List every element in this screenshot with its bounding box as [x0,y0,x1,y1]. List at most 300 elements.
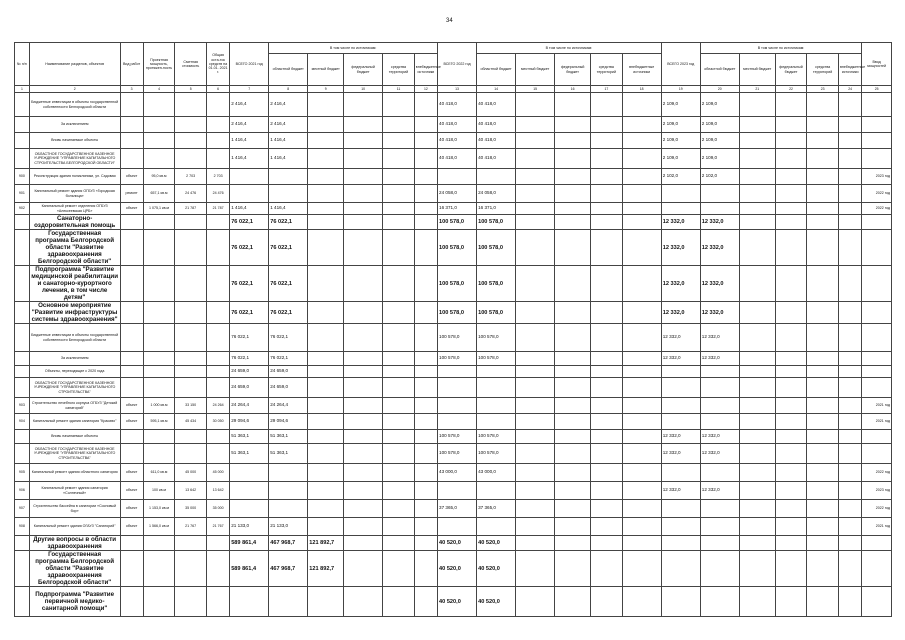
cell-empty [591,587,623,617]
column-number: 25 [862,86,892,93]
cell-empty [862,215,892,230]
cell-empty [143,117,175,133]
cell-cap: 1 566,0 кв.м [143,518,175,536]
cell-empty [739,444,775,464]
cell-empty [175,117,207,133]
cell-empty [622,536,661,551]
cell-empty [591,230,623,266]
cell-type: объект [120,203,143,215]
cell-empty [591,414,623,430]
cell-empty [739,230,775,266]
header-local: местный бюджет [308,54,344,86]
cell-cost: 21 787 [175,203,207,215]
cell-empty [383,464,415,482]
cell-empty [206,215,229,230]
cell-total21: 29 094,6 [230,414,269,430]
header-remaining: Общая оста-ток средств на 01.01. 2021 г. [206,43,229,86]
header-extra: внебюджетные источники [622,54,661,86]
cell-empty [516,302,555,324]
cell-reg21: 1 416,4 [269,149,308,169]
cell-total22: 100 578,0 [438,215,477,230]
cell-empty [477,398,516,414]
cell-empty [438,378,477,398]
cell-empty [555,93,591,117]
cell-empty [591,444,623,464]
cell-empty [775,444,807,464]
cell-empty [206,266,229,302]
cell-empty [516,430,555,444]
cell-reg22: 100 578,0 [477,266,516,302]
cell-empty [344,266,383,302]
cell-empty [206,551,229,587]
cell-empty [143,366,175,378]
cell-reg22: 100 578,0 [477,215,516,230]
cell-empty [775,203,807,215]
cell-empty [308,230,344,266]
table-row [15,414,892,430]
cell-empty [862,93,892,117]
cell-empty [555,398,591,414]
cell-total23: 12 332,0 [661,324,700,352]
cell-total23: 12 332,0 [661,302,700,324]
cell-total23: 2 109,0 [661,117,700,133]
cell-name: Бюджетные инвестиции в объекты государственной собственности Белгородской области [29,93,120,117]
cell-reg22: 43 000,0 [477,464,516,482]
cell-reg22: 40 520,0 [477,536,516,551]
cell-empty [206,378,229,398]
cell-empty [739,551,775,587]
cell-empty [622,324,661,352]
cell-empty [414,352,437,366]
cell-empty [775,93,807,117]
cell-total23: 12 332,0 [661,482,700,500]
cell-empty [591,398,623,414]
cell-empty [175,215,207,230]
table-row [15,352,892,366]
cell-name: Вновь начинаемые объекты [29,430,120,444]
cell-empty [622,215,661,230]
cell-total21: 589 861,4 [230,536,269,551]
cell-empty [807,398,839,414]
cell-empty [838,430,861,444]
cell-empty [838,149,861,169]
cell-empty [555,500,591,518]
cell-empty [175,302,207,324]
cell-empty [555,230,591,266]
column-number: 8 [269,86,308,93]
cell-empty [516,500,555,518]
cell-empty [739,133,775,149]
cell-empty [555,185,591,203]
cell-empty [661,398,700,414]
cell-empty [414,117,437,133]
cell-empty [120,378,143,398]
cell-empty [807,444,839,464]
cell-empty [206,444,229,464]
table-row [15,366,892,378]
cell-empty [862,324,892,352]
cell-empty [383,352,415,366]
table-row [15,203,892,215]
cell-type: ремонт [120,185,143,203]
cell-total22: 100 578,0 [438,230,477,266]
cell-empty [383,366,415,378]
cell-empty [269,482,308,500]
cell-empty [661,366,700,378]
cell-empty [516,215,555,230]
cell-total23: 2 109,0 [661,149,700,169]
section-row [15,215,892,230]
cell-name: Государственная программа Белгородской области "Развитие здравоохранения Белгородской области" [29,230,120,266]
cell-total21: 2 416,4 [230,117,269,133]
cell-total21: 1 416,4 [230,149,269,169]
cell-empty [700,536,739,551]
cell-reg22: 40 520,0 [477,587,516,617]
cell-reg23: 12 332,0 [700,324,739,352]
cell-total22: 40 520,0 [438,536,477,551]
cell-empty [661,203,700,215]
header-sources-2023: В том числе по источникам: [700,43,861,54]
cell-empty [206,324,229,352]
table-row [15,169,892,185]
cell-empty [862,444,892,464]
cell-empty [206,93,229,117]
cell-empty [807,366,839,378]
cell-empty [838,185,861,203]
cell-empty [591,266,623,302]
cell-empty [807,352,839,366]
cell-empty [555,444,591,464]
cell-empty [15,149,30,169]
cell-empty [775,133,807,149]
table-row [15,398,892,414]
cell-empty [308,444,344,464]
cell-total21: 589 861,4 [230,551,269,587]
cell-empty [414,133,437,149]
cell-total22: 40 418,0 [438,149,477,169]
cell-empty [383,230,415,266]
cell-total22: 24 058,0 [438,185,477,203]
cell-empty [383,414,415,430]
cell-empty [269,464,308,482]
cell-reg21: 2 416,4 [269,117,308,133]
cell-empty [344,464,383,482]
cell-empty [516,587,555,617]
cell-empty [143,536,175,551]
cell-name: Бюджетные инвестиции в объекты государственной собственности Белгородской области [29,324,120,352]
column-number: 15 [516,86,555,93]
cell-empty [230,169,269,185]
cell-empty [838,117,861,133]
cell-empty [516,133,555,149]
cell-total21: 76 022,1 [230,266,269,302]
cell-total23: 12 332,0 [661,430,700,444]
cell-total22: 16 371,0 [438,203,477,215]
cell-rem: 24 476 [206,185,229,203]
cell-empty [739,500,775,518]
cell-empty [414,518,437,536]
cell-empty [700,464,739,482]
column-number: 16 [555,86,591,93]
cell-empty [838,482,861,500]
cell-empty [700,398,739,414]
cell-empty [15,366,30,378]
cell-empty [591,93,623,117]
cell-reg22: 16 371,0 [477,203,516,215]
cell-empty [775,169,807,185]
cell-empty [555,149,591,169]
header-capacity: Проектная мощность, протяжен-ность [143,43,175,86]
cell-empty [555,133,591,149]
cell-reg22: 40 418,0 [477,133,516,149]
cell-empty [206,587,229,617]
cell-reg23: 12 332,0 [700,444,739,464]
cell-reg23: 12 332,0 [700,352,739,366]
cell-cm: 2021 год [862,398,892,414]
cell-empty [775,414,807,430]
cell-empty [807,500,839,518]
cell-name: Капитальный ремонт отделения ОГБУЗ «Алексеевская ЦРБ» [29,203,120,215]
cell-empty [739,518,775,536]
cell-empty [739,587,775,617]
cell-empty [308,133,344,149]
header-name: Наименование разделов, объектов [29,43,120,86]
cell-reg21: 76 022,1 [269,266,308,302]
cell-empty [700,366,739,378]
cell-empty [308,482,344,500]
cell-empty [739,324,775,352]
table-row [15,500,892,518]
cell-empty [308,518,344,536]
cell-cm: 2023 год [862,169,892,185]
cell-empty [775,551,807,587]
cell-empty [269,500,308,518]
cell-empty [622,414,661,430]
cell-empty [230,464,269,482]
cell-reg21: 51 363,1 [269,430,308,444]
cell-cost: 45 434 [175,414,207,430]
cell-empty [516,324,555,352]
cell-empty [555,518,591,536]
cell-empty [622,482,661,500]
cell-empty [739,302,775,324]
cell-empty [661,518,700,536]
cell-empty [308,430,344,444]
cell-empty [15,93,30,117]
cell-empty [555,215,591,230]
cell-empty [700,203,739,215]
cell-total23: 12 332,0 [661,230,700,266]
cell-no: 903 [15,398,30,414]
cell-empty [591,378,623,398]
cell-empty [477,518,516,536]
cell-empty [622,430,661,444]
cell-empty [383,117,415,133]
cell-empty [739,203,775,215]
cell-cost: 45 000 [175,464,207,482]
cell-total21: 1 416,4 [230,133,269,149]
cell-empty [175,266,207,302]
cell-empty [739,169,775,185]
cell-empty [838,518,861,536]
header-commission: Ввод мощностей [862,43,892,86]
cell-empty [862,536,892,551]
cell-cap: 100 кв.м [143,482,175,500]
cell-empty [206,366,229,378]
cell-empty [344,324,383,352]
cell-empty [206,230,229,266]
cell-empty [477,414,516,430]
cell-empty [308,587,344,617]
header-total-2023: ВСЕГО 2023 год [661,43,700,86]
column-number: 22 [775,86,807,93]
cell-total22: 37 365,0 [438,500,477,518]
cell-empty [438,398,477,414]
cell-empty [622,352,661,366]
cell-empty [15,133,30,149]
cell-empty [516,551,555,587]
cell-empty [775,185,807,203]
cell-empty [120,230,143,266]
cell-empty [383,444,415,464]
cell-empty [555,366,591,378]
cell-empty [414,169,437,185]
cell-empty [175,587,207,617]
cell-empty [516,352,555,366]
cell-empty [15,266,30,302]
cell-total21: 1 416,4 [230,203,269,215]
investment-table [14,42,892,617]
cell-empty [700,185,739,203]
cell-empty [700,518,739,536]
cell-empty [308,398,344,414]
cell-cap: 657,1 кв.м [143,185,175,203]
cell-reg22: 40 520,0 [477,551,516,587]
cell-empty [591,366,623,378]
cell-total23: 2 102,0 [661,169,700,185]
cell-empty [175,352,207,366]
cell-cm: 2022 год [862,203,892,215]
header-no: № п/п [15,43,30,86]
cell-total21: 2 416,4 [230,93,269,117]
cell-empty [143,324,175,352]
cell-reg22: 40 418,0 [477,149,516,169]
cell-empty [15,551,30,587]
cell-empty [230,587,269,617]
cell-empty [120,93,143,117]
cell-total22: 40 418,0 [438,117,477,133]
cell-empty [700,500,739,518]
cell-empty [120,352,143,366]
section-row [15,266,892,302]
cell-no: 906 [15,482,30,500]
cell-empty [206,536,229,551]
cell-empty [414,266,437,302]
cell-empty [414,203,437,215]
cell-empty [344,444,383,464]
header-territory: средства территорий [383,54,415,86]
cell-empty [175,149,207,169]
column-number: 14 [477,86,516,93]
cell-empty [700,414,739,430]
cell-empty [622,444,661,464]
column-number: 2 [29,86,120,93]
column-number: 13 [438,86,477,93]
cell-empty [143,266,175,302]
cell-name: Капитальный ремонт здания ОГАУЗ "Санаторий" [29,518,120,536]
cell-empty [308,149,344,169]
cell-empty [775,324,807,352]
column-number: 19 [661,86,700,93]
cell-empty [383,149,415,169]
table-row [15,482,892,500]
cell-empty [15,536,30,551]
cell-type: объект [120,482,143,500]
cell-reg23: 2 102,0 [700,169,739,185]
cell-empty [383,324,415,352]
cell-empty [775,378,807,398]
column-number: 9 [308,86,344,93]
cell-empty [344,149,383,169]
cell-rem: 13 642 [206,482,229,500]
cell-empty [120,444,143,464]
cell-empty [383,133,415,149]
cell-empty [438,169,477,185]
cell-empty [344,398,383,414]
header-territory: средства территорий [807,54,839,86]
header-sources-2022: В том числе по источникам: [477,43,662,54]
cell-cm: 2022 год [862,464,892,482]
cell-empty [700,551,739,587]
cell-empty [775,302,807,324]
cell-empty [143,230,175,266]
cell-reg22: 100 578,0 [477,444,516,464]
cell-empty [344,378,383,398]
cell-empty [308,93,344,117]
cell-empty [414,398,437,414]
cell-empty [807,215,839,230]
cell-name: Строительство бассейна в санатории «Сосновый бор» [29,500,120,518]
cell-empty [516,169,555,185]
cell-empty [555,352,591,366]
cell-reg21: 76 022,1 [269,215,308,230]
cell-empty [414,366,437,378]
cell-empty [344,185,383,203]
cell-empty [739,117,775,133]
cell-empty [622,117,661,133]
cell-cm: 2021 год [862,414,892,430]
cell-empty [555,430,591,444]
column-number: 18 [622,86,661,93]
cell-empty [555,551,591,587]
cell-empty [661,185,700,203]
cell-empty [414,444,437,464]
cell-total22: 40 520,0 [438,587,477,617]
cell-empty [739,398,775,414]
cell-no: 901 [15,185,30,203]
cell-cm: 2023 год [862,482,892,500]
cell-total22: 40 520,0 [438,551,477,587]
column-number-row [15,86,892,93]
cell-cost: 33 150 [175,398,207,414]
cell-type: объект [120,464,143,482]
cell-reg23: 12 332,0 [700,302,739,324]
cell-total21: 21 133,0 [230,518,269,536]
cell-empty [15,352,30,366]
cell-reg21: 51 363,1 [269,444,308,464]
cell-empty [414,587,437,617]
cell-empty [120,133,143,149]
